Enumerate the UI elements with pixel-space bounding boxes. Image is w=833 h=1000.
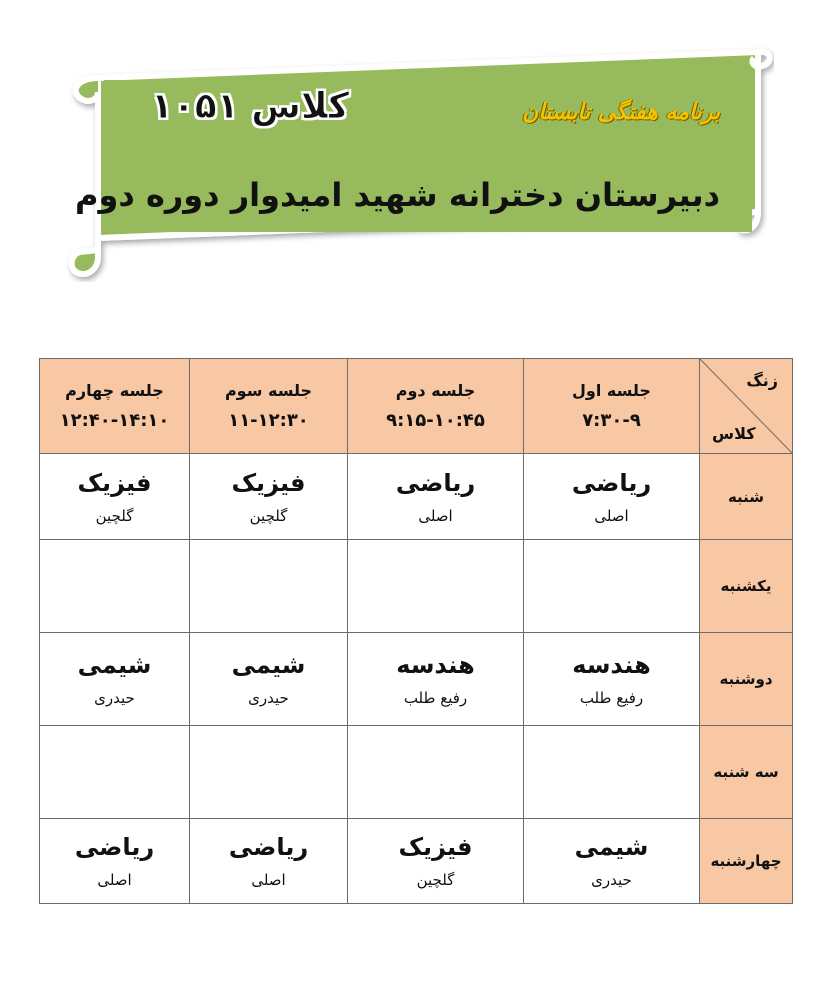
banner-school-name: دبیرستان دخترانه شهید امیدوار دوره دوم bbox=[75, 176, 720, 214]
class-cell bbox=[190, 454, 348, 540]
session-time: ۹:۱۵-۱۰:۴۵ bbox=[386, 410, 485, 431]
session-time: ۱۱-۱۲:۳۰ bbox=[228, 410, 309, 431]
subject: فیزیک bbox=[231, 468, 306, 497]
header-session-4 bbox=[40, 359, 190, 454]
table-row bbox=[40, 819, 793, 904]
table-row bbox=[40, 454, 793, 540]
class-cell bbox=[348, 633, 524, 726]
subject: ریاضی bbox=[571, 468, 652, 497]
subject: ریاضی bbox=[395, 468, 476, 497]
class-cell bbox=[40, 726, 190, 819]
class-cell bbox=[40, 540, 190, 633]
teacher: حیدری bbox=[591, 871, 632, 889]
teacher: اصلی bbox=[97, 871, 132, 889]
day-cell: سه شنبه bbox=[700, 726, 793, 819]
class-cell bbox=[348, 454, 524, 540]
day-cell: یکشنبه bbox=[700, 540, 793, 633]
class-cell bbox=[524, 454, 700, 540]
subject: ریاضی bbox=[74, 833, 155, 861]
class-cell bbox=[190, 819, 348, 904]
session-name: جلسه سوم bbox=[224, 381, 313, 400]
corner-ring-label: زنگ bbox=[746, 371, 778, 390]
subject: فیزیک bbox=[77, 468, 152, 497]
class-cell bbox=[40, 819, 190, 904]
class-cell bbox=[524, 540, 700, 633]
day-cell: دوشنبه bbox=[700, 633, 793, 726]
subject: هندسه bbox=[572, 651, 651, 679]
session-name: جلسه اول bbox=[572, 381, 651, 400]
class-cell bbox=[348, 819, 524, 904]
class-cell bbox=[524, 633, 700, 726]
subject: هندسه bbox=[396, 651, 475, 679]
header-corner-cell bbox=[700, 359, 793, 454]
teacher: اصلی bbox=[251, 871, 286, 889]
table-row bbox=[40, 540, 793, 633]
class-cell bbox=[524, 726, 700, 819]
session-time: ۷:۳۰-۹ bbox=[582, 410, 641, 431]
schedule-table bbox=[39, 358, 793, 904]
class-cell bbox=[348, 726, 524, 819]
class-cell bbox=[524, 819, 700, 904]
class-cell bbox=[190, 726, 348, 819]
teacher: رفیع طلب bbox=[579, 689, 644, 707]
class-cell bbox=[190, 633, 348, 726]
day-cell: شنبه bbox=[700, 454, 793, 540]
subject: شیمی bbox=[77, 651, 152, 679]
teacher: رفیع طلب bbox=[403, 689, 468, 707]
banner-title: برنامه هفتگی تابستان bbox=[522, 100, 720, 125]
table-row bbox=[40, 633, 793, 726]
header-session-2 bbox=[348, 359, 524, 454]
session-name: جلسه دوم bbox=[395, 381, 476, 400]
header-session-3 bbox=[190, 359, 348, 454]
subject: فیزیک bbox=[398, 833, 473, 861]
class-cell bbox=[190, 540, 348, 633]
day-cell: چهارشنبه bbox=[700, 819, 793, 904]
header-session-1 bbox=[524, 359, 700, 454]
corner-class-label: کلاس bbox=[712, 424, 756, 443]
subject: شیمی bbox=[231, 651, 306, 679]
header-row bbox=[40, 359, 793, 454]
teacher: حیدری bbox=[248, 689, 289, 707]
subject: ریاضی bbox=[228, 833, 309, 861]
subject: شیمی bbox=[574, 833, 649, 861]
class-cell bbox=[40, 633, 190, 726]
teacher: گلچین bbox=[249, 506, 288, 525]
banner-class-label: کلاس ۱۰۵۱ bbox=[150, 86, 350, 127]
teacher: گلچین bbox=[416, 871, 455, 889]
teacher: گلچین bbox=[95, 506, 134, 525]
class-cell bbox=[40, 454, 190, 540]
class-cell bbox=[348, 540, 524, 633]
session-name: جلسه چهارم bbox=[65, 381, 164, 400]
teacher: حیدری bbox=[94, 689, 135, 707]
table-row bbox=[40, 726, 793, 819]
teacher: اصلی bbox=[418, 506, 453, 525]
scroll-banner bbox=[58, 42, 774, 282]
session-time: ۱۲:۴۰-۱۴:۱۰ bbox=[59, 410, 170, 431]
teacher: اصلی bbox=[594, 506, 629, 525]
